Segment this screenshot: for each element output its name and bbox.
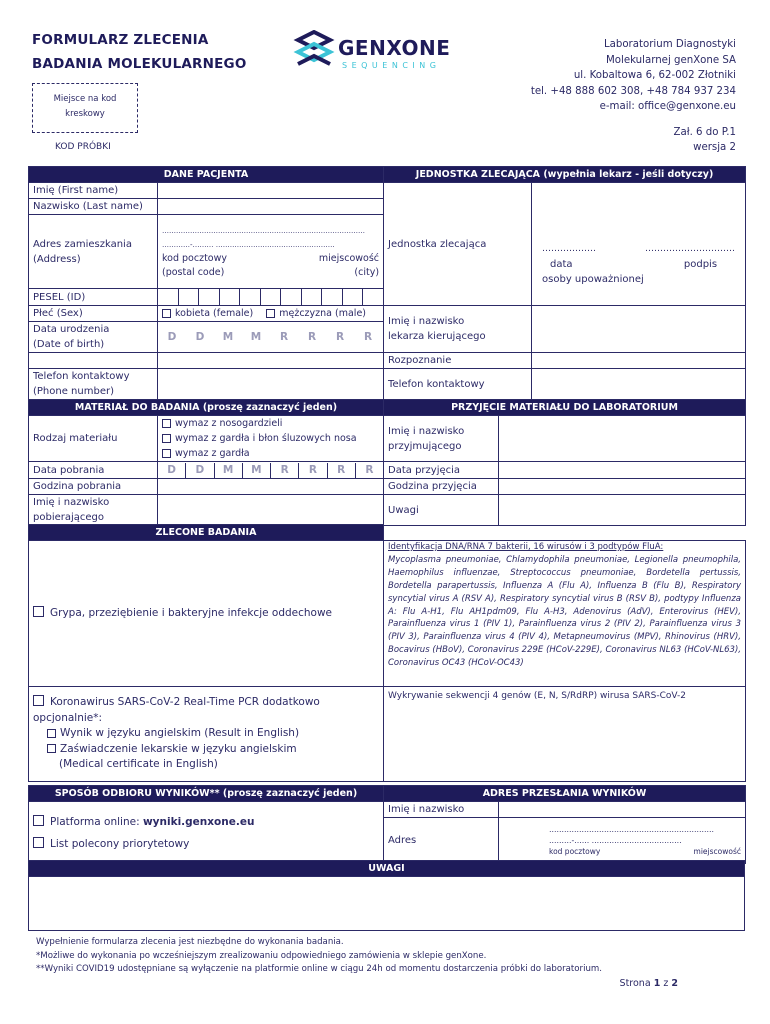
online-option[interactable]: Platforma online: wyniki.genxone.eu xyxy=(33,811,379,833)
reception-header: PRZYJĘCIE MATERIAŁU DO LABORATORIUM xyxy=(384,400,746,416)
sign-dots: ………………………… xyxy=(645,243,736,254)
material-table xyxy=(28,399,746,526)
form-title-line1: FORMULARZ ZLECENIA xyxy=(32,32,209,48)
diagnosis-row-mid xyxy=(158,353,384,369)
city-caption: miejscowość xyxy=(318,252,380,264)
version-note: wersja 2 xyxy=(693,142,736,153)
material-header: MATERIAŁ DO BADANIA (proszę zaznaczyć jeden) xyxy=(29,400,384,416)
date-digit: R xyxy=(363,330,373,343)
date-digit: R xyxy=(307,330,317,343)
postal-caption-en: (postal code) xyxy=(162,266,225,278)
collector-field[interactable] xyxy=(158,495,384,526)
address-label: Adres zamieszkania (Address) xyxy=(29,215,158,289)
material-option[interactable]: wymaz z gardła xyxy=(162,446,379,461)
logo-subtitle: SEQUENCING xyxy=(342,61,441,70)
tests-header-blank xyxy=(384,525,746,541)
footer-line: **Wyniki COVID19 udostępniane są wyłączenie na platformie online w ciągu 24h od momentu dostarczenia próbki do laboratorium. xyxy=(36,964,603,974)
collector-label: Imię i nazwisko pobierającego xyxy=(29,495,158,526)
address-dots: ………………………………………………………… xyxy=(549,825,714,834)
material-checkbox[interactable] xyxy=(162,419,171,428)
date-digit: R xyxy=(365,463,374,476)
material-type-label: Rodzaj materiału xyxy=(29,416,158,462)
ordering-unit-label: Jednostka zlecająca xyxy=(384,183,532,306)
date-digit: R xyxy=(335,330,345,343)
material-option[interactable]: wymaz z gardła i błon śluzowych nosa xyxy=(162,431,379,446)
reception-notes-field[interactable] xyxy=(499,495,746,526)
diagnosis-field[interactable] xyxy=(532,353,746,369)
barcode-label: kreskowy xyxy=(65,109,105,119)
covid-test-description: Wykrywanie sekwencji 4 genów (E, N, S/RdRP) wirusa SARS-CoV-2 xyxy=(384,687,746,782)
reception-date-field[interactable] xyxy=(499,462,746,479)
doctor-label: Imię i nazwisko lekarza kierującego xyxy=(384,306,532,353)
flu-test-checkbox[interactable] xyxy=(33,606,44,617)
certificate-checkbox[interactable] xyxy=(47,744,56,753)
covid-test-label: Koronawirus SARS-CoV-2 Real-Time PCR xyxy=(50,696,260,709)
lab-line: ul. Kobaltowa 6, 62-002 Złotniki xyxy=(573,70,736,81)
city-caption-en: (city) xyxy=(354,266,380,278)
english-result-checkbox[interactable] xyxy=(47,729,56,738)
flu-test-option[interactable] xyxy=(29,541,384,687)
reception-time-label: Godzina przyjęcia xyxy=(384,479,499,495)
barcode-placeholder xyxy=(32,83,138,133)
online-checkbox[interactable] xyxy=(33,815,44,826)
date-digit: R xyxy=(279,330,289,343)
female-checkbox[interactable] xyxy=(162,309,171,318)
delivery-options xyxy=(29,802,384,864)
covid-test-option[interactable] xyxy=(29,687,384,782)
covid-opt-english[interactable]: Wynik w języku angielskim (Result in English) xyxy=(33,726,379,742)
date-digit: D xyxy=(158,463,186,478)
receiver-field[interactable] xyxy=(499,416,746,462)
male-checkbox[interactable] xyxy=(266,309,275,318)
results-method-header: SPOSÓB ODBIORU WYNIKÓW** (proszę zaznaczyć jeden) xyxy=(29,786,384,802)
ordering-signature-area[interactable] xyxy=(532,183,746,306)
notes-table xyxy=(28,860,745,931)
first-name-label: Imię (First name) xyxy=(29,183,158,199)
pesel-field[interactable] xyxy=(158,289,384,306)
address-field[interactable] xyxy=(158,215,384,289)
letter-option[interactable]: List polecony priorytetowy xyxy=(33,833,379,855)
address-dots: …………-……… …………………………………………… xyxy=(162,240,335,249)
ordering-phone-field[interactable] xyxy=(532,369,746,400)
form-title-line2: BADANIA MOLEKULARNEGO xyxy=(32,56,247,72)
receiver-label: Imię i nazwisko przyjmującego xyxy=(384,416,499,462)
signature-caption: podpis xyxy=(683,258,718,270)
dob-field[interactable] xyxy=(158,322,384,353)
covid-test-checkbox[interactable] xyxy=(33,695,44,706)
date-digit: R xyxy=(299,463,327,478)
doctor-field[interactable] xyxy=(532,306,746,353)
date-digit: D xyxy=(195,330,205,343)
address-dots: ………-…… ……………………………… xyxy=(549,836,682,845)
date-digit: D xyxy=(167,330,177,343)
flu-desc-title: Identyfikacja DNA/RNA 7 bakterii, 16 wirusów i 3 podtypów FluA: xyxy=(388,542,664,552)
lab-line: e-mail: office@genxone.eu xyxy=(599,101,736,112)
footer-line: *Możliwe do wykonania po wcześniejszym zrealizowaniu odpowiedniego zamówienia w sklepie genXone. xyxy=(36,950,487,961)
flu-test-description xyxy=(384,541,746,687)
pesel-label: PESEL (ID) xyxy=(29,289,158,306)
sample-code-label: KOD PRÓBKI xyxy=(55,142,111,152)
date-digit: M xyxy=(215,463,243,478)
date-digit: M xyxy=(250,330,262,343)
patient-ordering-table xyxy=(28,166,746,416)
reception-time-field[interactable] xyxy=(499,479,746,495)
recipient-address-label: Adres xyxy=(384,818,499,864)
last-name-label: Nazwisko (Last name) xyxy=(29,199,158,215)
lab-line: Laboratorium Diagnostyki xyxy=(603,39,736,50)
phone-field[interactable] xyxy=(158,369,384,400)
address-dots: …………………………………………………………………………… xyxy=(162,226,365,235)
letter-checkbox[interactable] xyxy=(33,837,44,848)
patient-header: DANE PACJENTA xyxy=(29,167,384,183)
tests-header: ZLECONE BADANIA xyxy=(29,525,384,541)
material-checkbox[interactable] xyxy=(162,449,171,458)
lab-line: Molekularnej genXone SA xyxy=(605,54,736,66)
dob-label: Data urodzenia (Date of birth) xyxy=(29,322,158,353)
female-option[interactable]: kobieta (female) xyxy=(162,308,253,319)
date-digit: M xyxy=(222,330,234,343)
material-options xyxy=(158,416,384,462)
covid-test-suffix: dodatkowo xyxy=(262,696,320,709)
online-url: wyniki.genxone.eu xyxy=(142,815,255,828)
date-digit: D xyxy=(186,463,214,478)
flu-test-label: Grypa, przeziębienie i bakteryjne infekcje oddechowe xyxy=(50,607,333,619)
covid-optional-label: opcjonalnie*: xyxy=(33,711,103,724)
reception-date-label: Data przyjęcia xyxy=(384,462,499,479)
recipient-name-field[interactable] xyxy=(499,802,746,818)
notes-header: UWAGI xyxy=(29,861,745,877)
date-digit: R xyxy=(328,463,356,478)
footer-notes xyxy=(36,936,602,977)
collection-date-field[interactable] xyxy=(158,462,384,479)
tests-table xyxy=(28,524,746,782)
material-option[interactable]: wymaz z nosogardzieli xyxy=(162,416,379,431)
male-option[interactable]: mężczyzna (male) xyxy=(266,308,366,319)
notes-field[interactable] xyxy=(29,877,745,931)
results-table xyxy=(28,785,746,864)
lab-address xyxy=(456,37,736,115)
recipient-name-label: Imię i nazwisko xyxy=(384,802,499,818)
page-number: Strona 1 z 2 xyxy=(619,978,678,989)
diagnosis-label: Rozpoznanie xyxy=(384,353,532,369)
date-dots: ……………… xyxy=(542,243,597,254)
collection-time-label: Godzina pobrania xyxy=(29,479,158,495)
sex-options xyxy=(158,306,384,322)
material-checkbox[interactable] xyxy=(162,434,171,443)
diagnosis-row-left xyxy=(29,353,158,369)
ordering-phone-label: Telefon kontaktowy xyxy=(384,369,532,400)
reception-notes-label: Uwagi xyxy=(384,495,499,526)
flu-desc-body: Mycoplasma pneumoniae, Chlamydophila pneumoniae, Legionella pneumophila, Haemophilus influenzae, Streptococcus pneumoniae, Bordetella pertussis, Bordetella parapertussis, Influenza A (Flu A), Influenza B (Flu B), Respiratory syncytial virus A (RSV A), Respiratory syncytial virus B (RSV B), podtypy Influenza A: Flu A-H1, Flu AH1pdm09, Flu A-H3, Adenovirus (AdV), Enterovirus (HEV), Parainfluenza virus 1 (PIV 1), Parainfluenza virus 2 (PIV 2), Parainfluenza virus 3 (PIV 3), Parainfluenza virus 4 (PIV 4), Metapneumovirus (MPV), Rhinovirus (HRV), Bocavirus (HBoV), Coronavirus 229E (HCoV-229E), Coronavirus NL63 (HCoV-NL63), Coronavirus OC43 (HCoV-OC43) xyxy=(388,554,741,669)
date-digit: R xyxy=(271,463,299,478)
covid-opt-certificate-en: (Medical certificate in English) xyxy=(59,758,218,771)
lab-line: tel. +48 888 602 308, +48 784 937 234 xyxy=(530,85,736,97)
results-address-header: ADRES PRZESŁANIA WYNIKÓW xyxy=(384,786,746,802)
sex-label: Płeć (Sex) xyxy=(29,306,158,322)
genxone-logo-icon xyxy=(292,30,336,74)
logo-wordmark: GENXONE xyxy=(338,36,451,60)
authorized-caption: osoby upoważnionej xyxy=(542,273,644,285)
phone-label: Telefon kontaktowy (Phone number) xyxy=(29,369,158,400)
collection-time-field[interactable] xyxy=(158,479,384,495)
last-name-field[interactable] xyxy=(158,199,384,215)
city-caption: miejscowość xyxy=(693,847,741,856)
covid-opt-certificate[interactable]: Zaświadczenie lekarskie w języku angielskim xyxy=(33,742,379,758)
date-digit: M xyxy=(243,463,271,478)
barcode-label: Miejsce na kod xyxy=(53,94,117,104)
date-caption: data xyxy=(550,258,573,270)
footer-line: Wypełnienie formularza zlecenia jest niezbędne do wykonania badania. xyxy=(36,937,344,947)
attachment-note: Zał. 6 do P.1 xyxy=(673,127,736,138)
collection-date-label: Data pobrania xyxy=(29,462,158,479)
genxone-logo xyxy=(292,30,467,76)
first-name-field[interactable] xyxy=(158,183,384,199)
recipient-address-field[interactable] xyxy=(499,818,746,864)
ordering-header: JEDNOSTKA ZLECAJĄCA (wypełnia lekarz - jeśli dotyczy) xyxy=(384,167,746,183)
postal-caption: kod pocztowy xyxy=(549,847,601,856)
postal-caption: kod pocztowy xyxy=(162,252,228,264)
